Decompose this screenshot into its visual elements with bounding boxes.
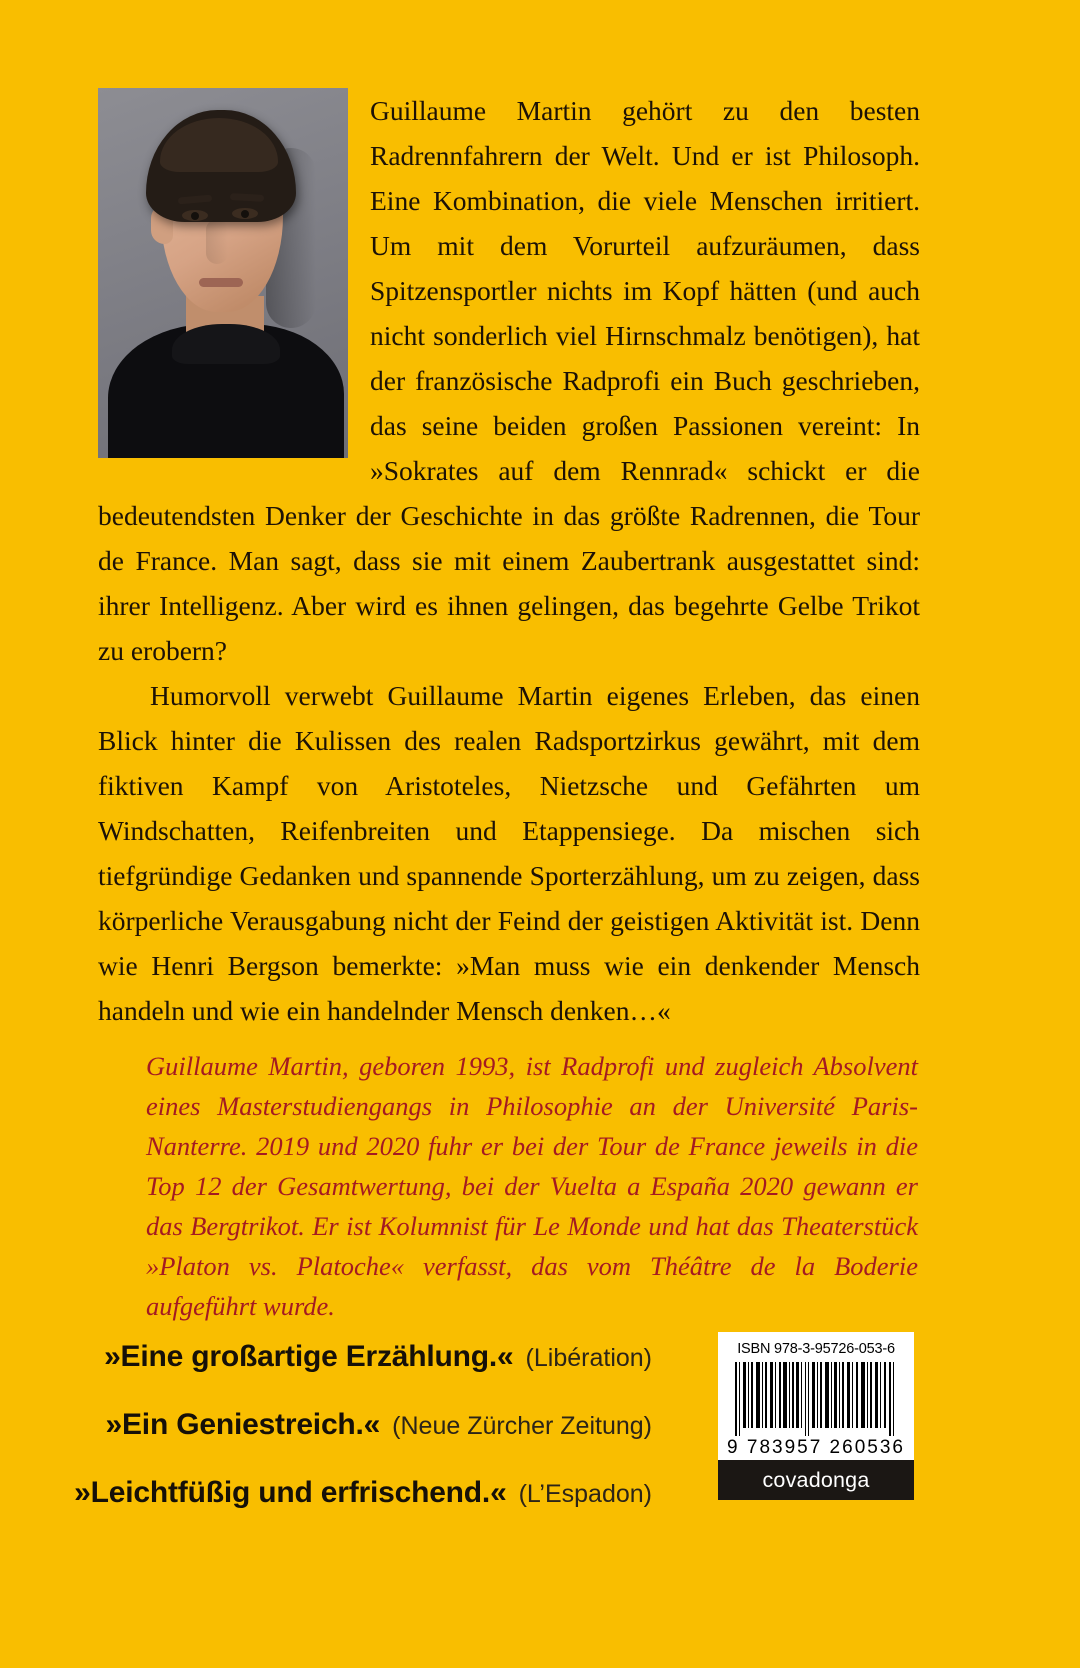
press-quote-source: (L’Espadon) (518, 1480, 652, 1508)
portrait-hair (146, 110, 296, 222)
portrait-nose (206, 220, 228, 264)
press-quote-row (0, 1476, 690, 1510)
press-quote-text: »Leichtfüßig und erfrischend.« (74, 1476, 507, 1509)
isbn-barcode-panel (718, 1332, 914, 1500)
press-quote-source: (Neue Zürcher Zeitung) (392, 1412, 652, 1440)
blurb-paragraph-1: Guillaume Martin gehört zu den besten Radrennfahrern der Welt. Und er ist Philosoph. Eine Kombination, die viele Menschen irritiert. Um mit dem Vorurteil aufzuräumen, dass Spitzensportler nichts im Kopf hätten (und auch nicht sonderlich viel Hirnschmalz benötigen), hat der französische Radprofi ein Buch geschrieben, das seine beiden großen Passionen vereint: In »Sokrates auf dem Rennrad« schickt er die bedeutendsten Denker der Geschichte in das größte Radrennen, die Tour de France. Man sagt, dass sie mit einem Zaubertrank ausgestattet sind: ihrer Intelligenz. Aber wird es ihnen gelingen, das begehrte Gelbe Trikot zu erobern? (98, 95, 920, 666)
blurb-text-block (98, 88, 920, 1033)
press-quote-text: »Ein Geniestreich.« (105, 1408, 381, 1441)
portrait-mouth (199, 278, 243, 287)
press-quotes-block (0, 1340, 690, 1544)
press-quote-row (0, 1408, 690, 1442)
portrait-illustration (98, 88, 348, 458)
press-quote-source: (Libération) (525, 1344, 652, 1372)
isbn-label: ISBN 978-3-95726-053-6 (737, 1341, 895, 1357)
portrait-eye-left (182, 210, 208, 221)
press-quote-text: »Eine großartige Erzählung.« (104, 1340, 514, 1373)
portrait-eye-right (232, 208, 258, 219)
publisher-name: covadonga (762, 1467, 870, 1492)
portrait-collar (172, 324, 280, 364)
publisher-logo-bar (718, 1460, 914, 1500)
blurb-paragraph-2: Humorvoll verwebt Guillaume Martin eigenes Erleben, das einen Blick hinter die Kulissen des realen Radsportzirkus gewährt, mit dem fiktiven Kampf von Aristoteles, Nietzsche und Gefährten um Windschatten, Reifenbreiten und Etappensiege. Da mischen sich tiefgründige Gedanken und spannende Sporterzählung, um zu zeigen, dass körperliche Verausgabung nicht der Feind der geistigen Aktivität ist. Denn wie Henri Bergson bemerkte: »Man muss wie ein denkender Mensch handeln und wie ein handelnder Mensch denken…« (98, 680, 920, 1026)
author-biography-text: Guillaume Martin, geboren 1993, ist Radprofi und zugleich Absolvent eines Masterstudiengangs in Philosophie an der Université Paris-Nanterre. 2019 und 2020 fuhr er bei der Tour de France jeweils in die Top 12 der Gesamtwertung, bei der Vuelta a España 2020 gewann er das Bergtrikot. Er ist Kolumnist für Le Monde und hat das Theaterstück »Platon vs. Platoche« verfasst, das vom Théâtre de la Boderie aufgeführt wurde. (146, 1051, 918, 1321)
press-quote-row (0, 1340, 690, 1374)
ean-digits: 9 783957 260536 (727, 1437, 905, 1458)
ean13-barcode-icon (735, 1362, 897, 1436)
author-portrait-photo (98, 88, 348, 458)
author-biography-block (146, 1046, 918, 1326)
